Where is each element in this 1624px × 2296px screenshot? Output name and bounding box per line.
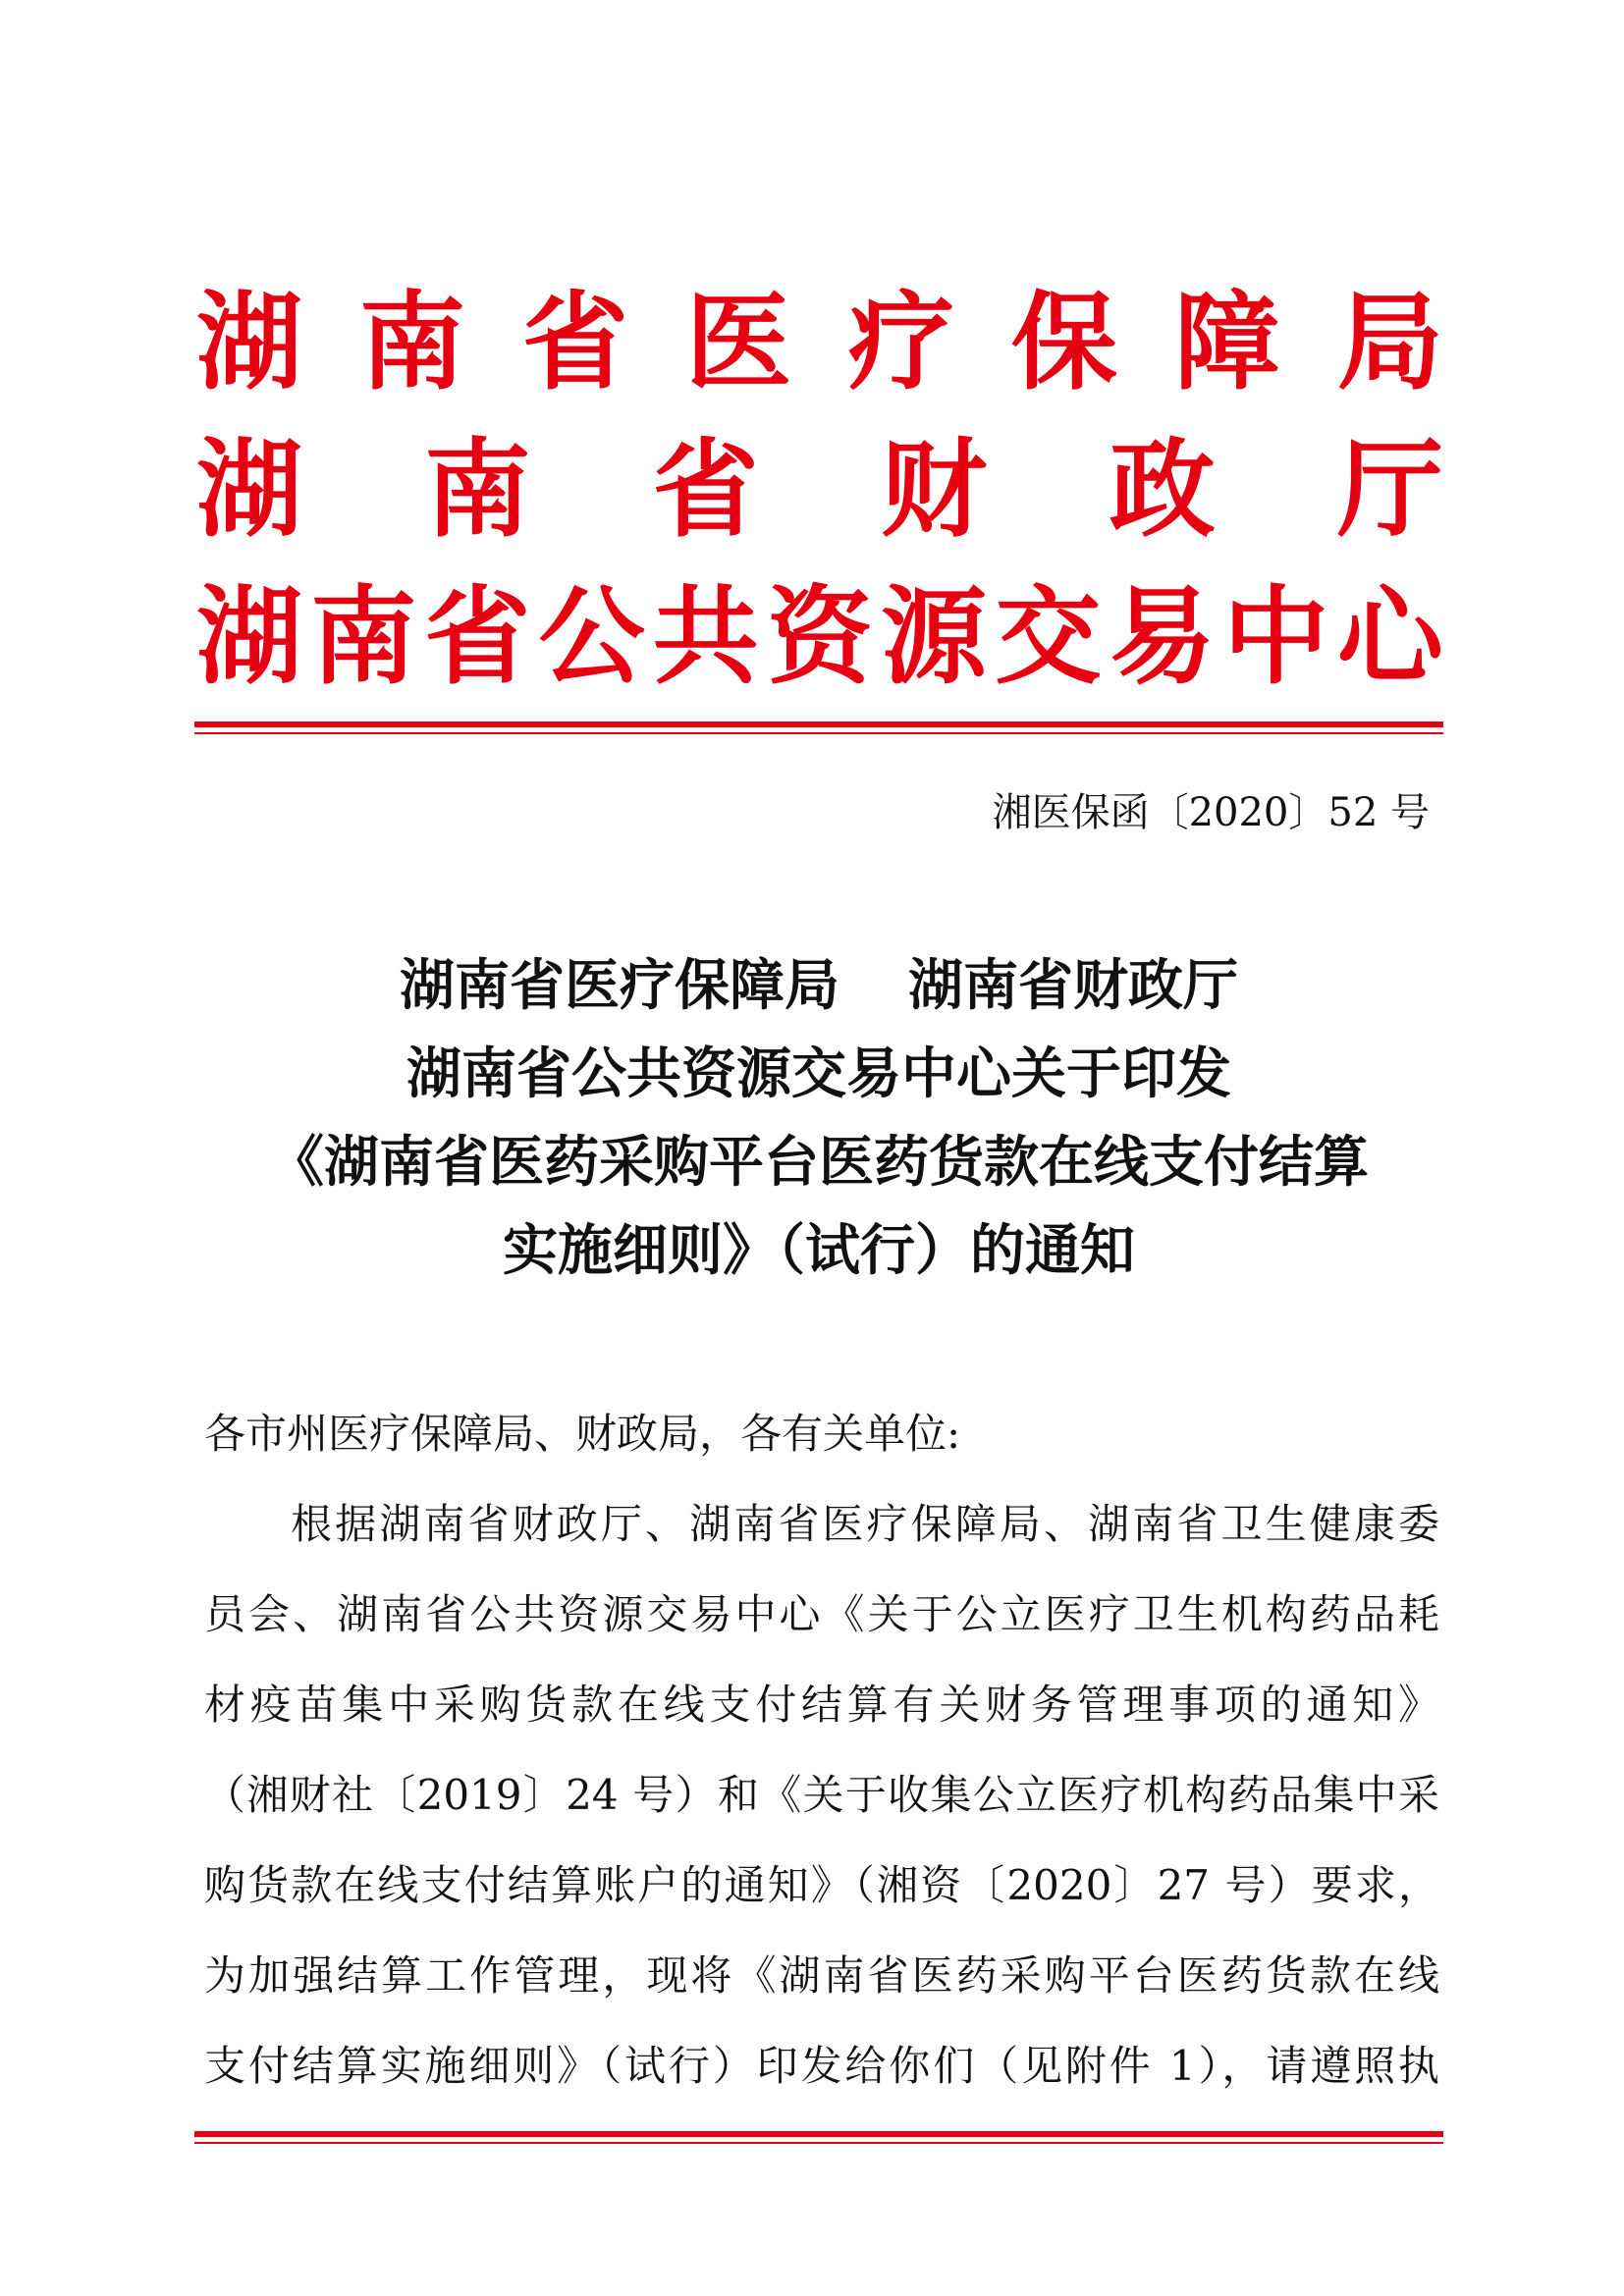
masthead-char: 湖 — [196, 282, 303, 404]
masthead-line-3 — [196, 574, 1443, 702]
document-number: 湘医保函〔2020〕52 号 — [992, 790, 1430, 835]
masthead-char: 心 — [1336, 576, 1443, 699]
masthead-char: 疗 — [847, 282, 954, 404]
salutation: 各市州医疗保障局、财政局，各有关单位: — [204, 1410, 961, 1458]
title-issuer-2: 湖南省财政厅 — [908, 954, 1238, 1018]
paragraph-line: 支付结算实施细则》（试行）印发给你们（见附件 1），请遵照执 — [204, 2042, 1439, 2090]
red-rule-thick — [194, 721, 1443, 727]
masthead-line-1 — [196, 280, 1443, 407]
masthead-char: 南 — [424, 429, 531, 552]
title-line-2: 湖南省公共资源交易中心关于印发 — [406, 1042, 1231, 1106]
masthead-char: 湖 — [196, 576, 303, 699]
masthead-char: 资 — [766, 576, 873, 699]
red-separator-top — [194, 721, 1443, 734]
masthead-char: 财 — [881, 429, 988, 552]
red-rule-thin — [194, 732, 1443, 734]
masthead-char: 省 — [652, 429, 759, 552]
masthead-char: 共 — [652, 576, 759, 699]
masthead-char: 厅 — [1336, 429, 1443, 552]
masthead-char: 保 — [1010, 282, 1117, 404]
masthead-char: 省 — [424, 576, 531, 699]
paragraph-line: 购货款在线支付结算账户的通知》（湘资〔2020〕27 号）要求， — [204, 1861, 1439, 1909]
paragraph-line: 员会、湖南省公共资源交易中心《关于公立医疗卫生机构药品耗 — [204, 1590, 1439, 1638]
masthead-char: 障 — [1173, 282, 1280, 404]
masthead-char: 省 — [521, 282, 628, 404]
masthead-char: 源 — [881, 576, 988, 699]
document-body — [204, 1389, 1439, 2111]
paragraph-line: 根据湖南省财政厅、湖南省医疗保障局、湖南省卫生健康委 — [291, 1500, 1439, 1548]
masthead-char: 交 — [995, 576, 1102, 699]
paragraph-line: （湘财社〔2019〕24 号）和《关于收集公立医疗机构药品集中采 — [204, 1771, 1439, 1819]
masthead-char: 政 — [1109, 429, 1216, 552]
red-separator-bottom — [194, 2131, 1443, 2144]
masthead-char: 公 — [538, 576, 645, 699]
red-rule-thin — [194, 2142, 1443, 2144]
masthead-line-2 — [196, 427, 1443, 555]
masthead-char: 南 — [358, 282, 465, 404]
title-issuer-1: 湖南省医疗保障局 — [400, 954, 839, 1018]
masthead-char: 南 — [310, 576, 417, 699]
document-title — [194, 942, 1443, 1296]
title-line-3: 《湖南省医药采购平台医药货款在线支付结算 — [269, 1131, 1369, 1195]
masthead-char: 中 — [1222, 576, 1329, 699]
masthead-char: 医 — [684, 282, 791, 404]
masthead-char: 湖 — [196, 429, 303, 552]
red-rule-thick — [194, 2131, 1443, 2137]
masthead-char: 局 — [1336, 282, 1443, 404]
title-line-1 — [194, 942, 1443, 1031]
title-line-4: 实施细则》（试行）的通知 — [503, 1219, 1135, 1283]
paragraph-line: 材疫苗集中采购货款在线支付结算有关财务管理事项的通知》 — [204, 1681, 1439, 1729]
masthead-char: 易 — [1109, 576, 1216, 699]
paragraph-line: 为加强结算工作管理，现将《湖南省医药采购平台医药货款在线 — [204, 1951, 1439, 2000]
